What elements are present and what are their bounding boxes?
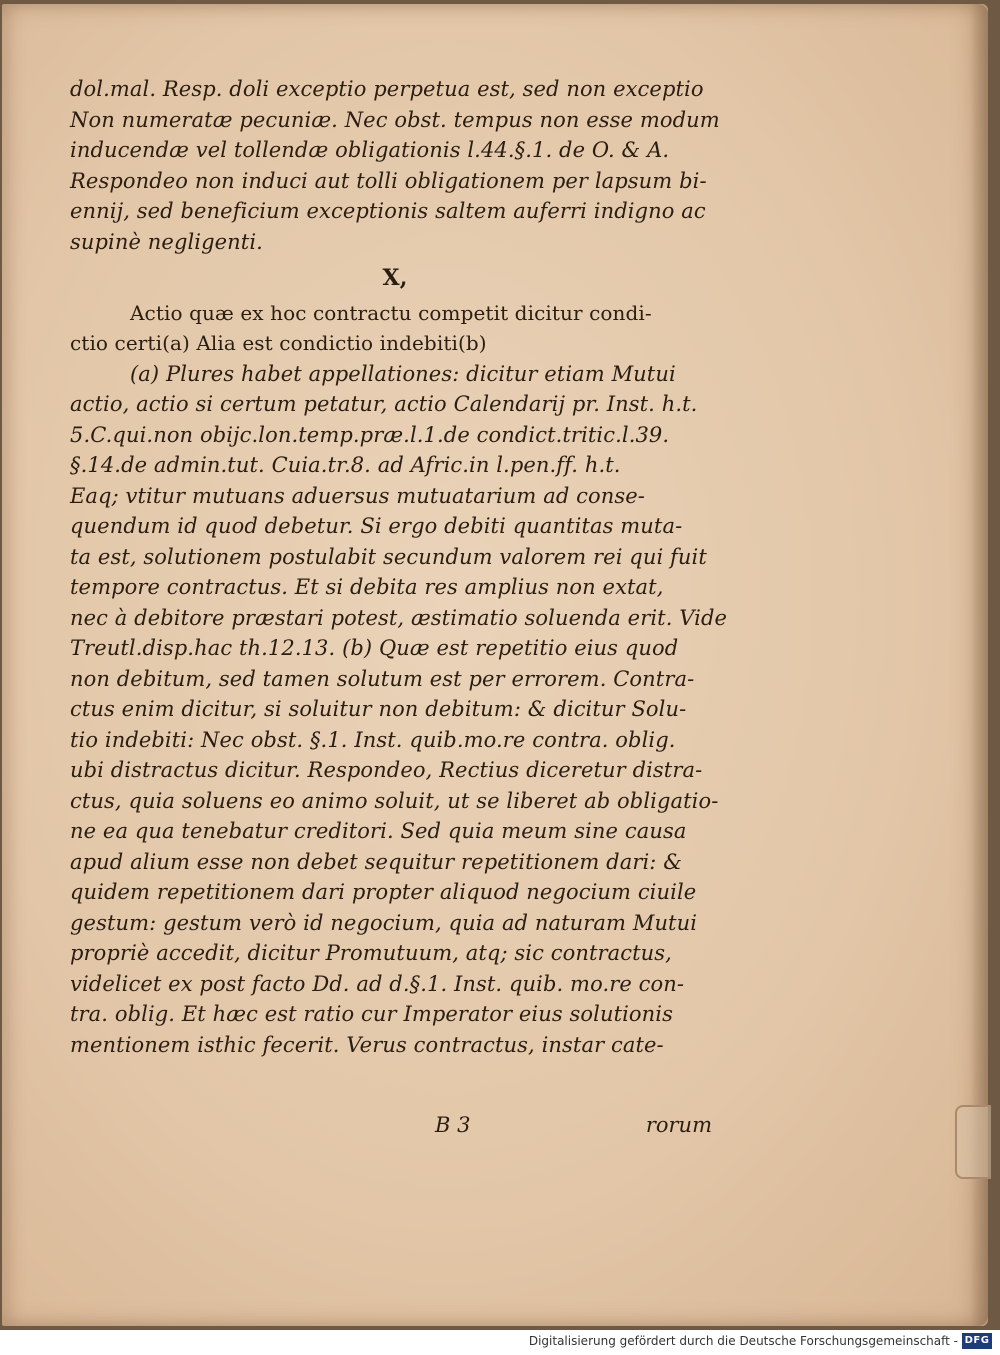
credit-text: Digitalisierung gefördert durch die Deutsche Forschungsgemeinschaft -	[528, 1334, 958, 1348]
note-line: videlicet ex post facto Dd. ad d.§.1. Inst. quib. mo.re con-	[70, 971, 685, 996]
note-line: ctus, quia soluens eo animo soluit, ut se liberet ab obligatio-	[70, 788, 719, 813]
note-line: propriè accedit, dicitur Promutuum, atq; sic contractus,	[70, 941, 672, 965]
note-line: ctus enim dicitur, si soluitur non debitum: & dicitur Solu-	[70, 697, 687, 721]
note-line: actio, actio si certum petatur, actio Calendarij pr. Inst. h.t.	[70, 392, 698, 416]
credit-bar	[0, 1330, 1000, 1355]
note-line: non debitum, sed tamen solutum est per errorem. Contra-	[70, 666, 695, 691]
note-line: ubi distractus dicitur. Respondeo, Rectius diceretur distra-	[70, 758, 703, 782]
page-footer	[70, 1113, 720, 1147]
note-line: tempore contractus. Et si debita res amplius non extat,	[70, 575, 664, 599]
page-text	[70, 74, 728, 1060]
note-line: tio indebiti: Nec obst. §.1. Inst. quib.mo.re contra. oblig.	[70, 727, 676, 752]
text-line: ennij, sed beneficium exceptionis saltem auferri indigno ac	[70, 199, 706, 223]
note-line: Eaq; vtitur mutuans aduersus mutuatarium ad conse-	[70, 483, 645, 508]
section-number: X,	[382, 265, 408, 291]
text-line: inducendæ vel tollendæ obligationis l.44.§.1. de O. & A.	[70, 138, 670, 162]
text-line: Respondeo non induci aut tolli obligationem per lapsum bi-	[70, 168, 707, 193]
note-line: ta est, solutionem postulabit secundum valorem rei qui fuit	[70, 544, 707, 569]
text-line: Actio quæ ex hoc contractu competit dicitur condi-	[130, 300, 652, 325]
note-line: 5.C.qui.non obijc.lon.temp.præ.l.1.de condict.tritic.l.39.	[70, 422, 670, 447]
note-line: apud alium esse non debet sequitur repetitionem dari: &	[70, 849, 683, 874]
note-line: §.14.de admin.tut. Cuia.tr.8. ad Afric.in l.pen.ff. h.t.	[70, 453, 621, 477]
note-line: ne ea qua tenebatur creditori. Sed quia meum sine causa	[70, 819, 687, 843]
page-tab-marker	[955, 1105, 991, 1179]
note-line: (a) Plures habet appellationes: dicitur etiam Mutui	[130, 361, 676, 386]
note-line: gestum: gestum verò id negocium, quia ad naturam Mutui	[70, 910, 698, 935]
text-line: Non numeratæ pecuniæ. Nec obst. tempus non esse modum	[70, 107, 720, 132]
text-line: ctio certi(a) Alia est condictio indebiti(b)	[70, 331, 487, 355]
note-line: tra. oblig. Et hæc est ratio cur Imperator eius solutionis	[70, 1002, 673, 1026]
note-line: quendum id quod debetur. Si ergo debiti quantitas muta-	[70, 514, 683, 538]
note-line: Treutl.disp.hac th.12.13. (b) Quæ est repetitio eius quod	[70, 636, 679, 660]
catchword: rorum	[645, 1113, 712, 1137]
dfg-logo: DFG	[962, 1333, 992, 1349]
note-line: mentionem isthic fecerit. Verus contractus, instar cate-	[70, 1032, 664, 1057]
note-line: quidem repetitionem dari propter aliquod negocium ciuile	[70, 880, 697, 904]
text-line: dol.mal. Resp. doli exceptio perpetua est, sed non exceptio	[70, 77, 704, 101]
note-line: nec à debitore præstari potest, æstimatio soluenda erit. Vide	[70, 605, 728, 630]
signature-mark: B 3	[435, 1113, 471, 1137]
text-line: supinè negligenti.	[70, 229, 263, 254]
